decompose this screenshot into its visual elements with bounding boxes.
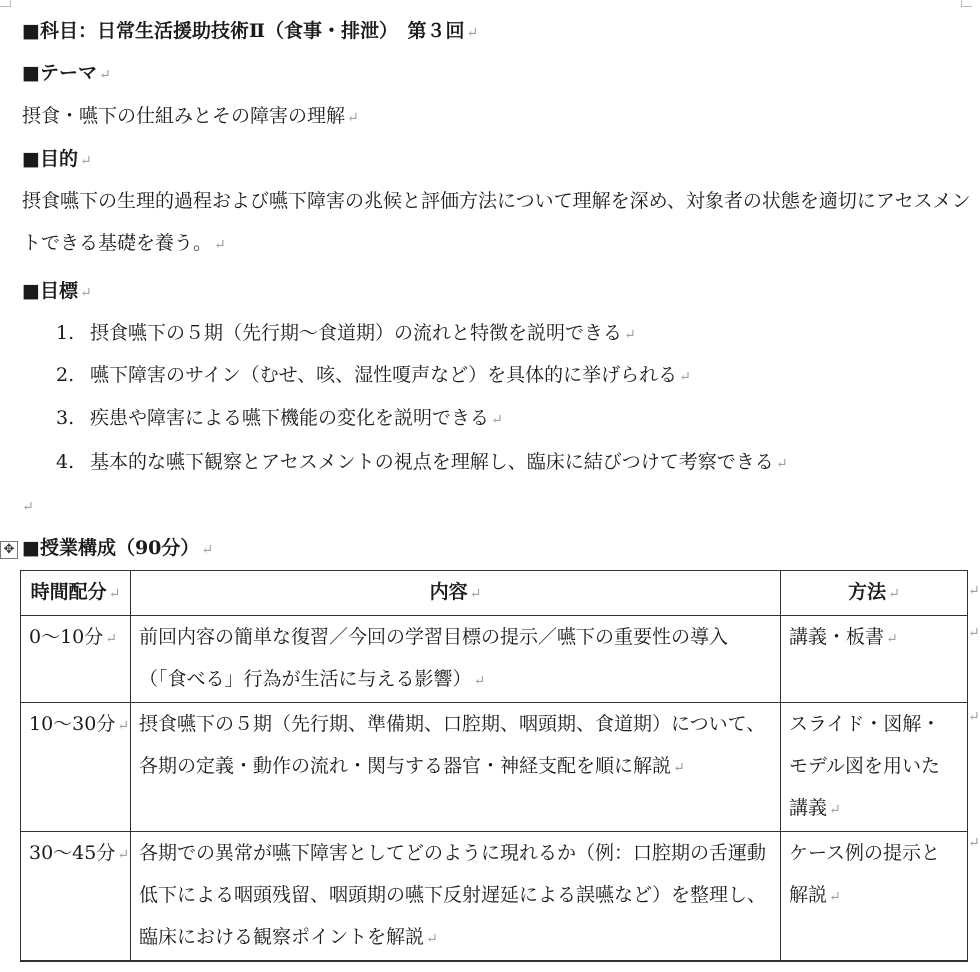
row-end-mark: ↵ <box>968 709 980 725</box>
empty-paragraph[interactable] <box>22 492 34 518</box>
objective-text: 摂食嚥下の５期（先行期～食道期）の流れと特徴を説明できる <box>90 322 623 344</box>
paragraph-mark: ↵ <box>473 673 486 689</box>
paragraph-mark: ↵ <box>886 631 898 647</box>
paragraph-mark: ↵ <box>491 412 503 428</box>
cell-time[interactable]: 30～45分 ↵ <box>21 832 131 961</box>
schedule-table <box>20 570 968 962</box>
paragraph-mark: ↵ <box>117 847 130 863</box>
paragraph-mark: ↵ <box>214 237 226 253</box>
table-header-row <box>21 571 968 616</box>
purpose-text-content: 摂食嚥下の生理的過程および嚥下障害の兆候と評価方法について理解を深め、対象者の状態を適切にアセスメントできる基礎を養う。 <box>22 190 971 254</box>
paragraph-mark: ↵ <box>79 153 92 169</box>
table-move-handle[interactable]: ✥ <box>0 541 18 559</box>
column-header-time[interactable]: 時間配分 ↵ <box>21 571 131 616</box>
objective-number: 2. <box>56 364 75 386</box>
page-corner-mark <box>961 0 972 7</box>
cell-content[interactable]: 摂食嚥下の５期（先行期、準備期、口腔期、咽頭期、食道期）について、各期の定義・動作の流れ・関与する器官・神経支配を順に解説 ↵ <box>131 703 781 832</box>
row-end-mark: ↵ <box>968 625 980 641</box>
structure-heading[interactable] <box>22 535 213 563</box>
column-header-method[interactable]: 方法 ↵ <box>781 571 968 616</box>
purpose-text[interactable] <box>22 180 972 266</box>
paragraph-mark: ↵ <box>201 542 214 558</box>
row-end-mark: ↵ <box>968 835 980 851</box>
theme-heading-text: ■テーマ <box>22 62 97 84</box>
paragraph-mark: ↵ <box>426 931 438 947</box>
theme-heading[interactable] <box>22 60 111 86</box>
objectives-heading[interactable] <box>22 278 92 304</box>
paragraph-mark: ↵ <box>775 456 788 472</box>
paragraph-mark: ↵ <box>624 327 636 343</box>
paragraph-mark: ↵ <box>469 586 482 602</box>
cell-content[interactable] <box>131 961 781 962</box>
table-row <box>21 616 968 703</box>
objective-item[interactable] <box>56 405 503 431</box>
paragraph-mark: ↵ <box>679 369 691 385</box>
column-header-content[interactable]: 内容 ↵ <box>131 571 781 616</box>
cell-method[interactable]: ケース例の提示と解説 ↵ <box>781 832 968 961</box>
course-title[interactable] <box>22 18 478 44</box>
objective-text: 基本的な嚥下観察とアセスメントの視点を理解し、臨床に結びつけて考察できる <box>90 451 774 473</box>
cell-content[interactable]: 各期での異常が嚥下障害としてどのように現れるか（例：口腔期の舌運動低下による咽頭残留、咽頭期の嚥下反射遅延による誤嚥など）を整理し、臨床における観察ポイントを解説 ↵ <box>131 832 781 961</box>
paragraph-mark: ↵ <box>98 67 111 83</box>
paragraph-mark: ↵ <box>466 25 479 41</box>
paragraph-mark: ↵ <box>117 718 130 734</box>
cell-method[interactable]: スライド・図解・モデル図を用いた講義 ↵ <box>781 703 968 832</box>
purpose-heading-text: ■目的 <box>22 148 78 170</box>
row-end-mark: ↵ <box>968 583 980 599</box>
objective-text: 疾患や障害による嚥下機能の変化を説明できる <box>90 407 490 429</box>
objective-number: 4. <box>56 451 75 473</box>
structure-heading-text: ■授業構成（90分） <box>22 537 200 559</box>
cell-time[interactable]: 0～10分 ↵ <box>21 616 131 703</box>
theme-text-content: 摂食・嚥下の仕組みとその障害の理解 <box>22 105 346 127</box>
paragraph-mark: ↵ <box>673 760 685 776</box>
purpose-heading[interactable] <box>22 146 92 172</box>
page-corner-mark <box>0 0 11 7</box>
paragraph-mark: ↵ <box>108 586 121 602</box>
paragraph-mark: ↵ <box>829 802 841 818</box>
paragraph-mark: ↵ <box>79 285 92 301</box>
cell-time[interactable]: 10～30分 ↵ <box>21 703 131 832</box>
paragraph-mark: ↵ <box>105 631 117 647</box>
paragraph-mark: ↵ <box>829 889 841 905</box>
paragraph-mark: ↵ <box>347 110 359 126</box>
objective-item[interactable] <box>56 362 691 388</box>
objectives-heading-text: ■目標 <box>22 280 78 302</box>
table-row <box>21 961 968 962</box>
cell-content[interactable]: 前回内容の簡単な復習／今回の学習目標の提示／嚥下の重要性の導入（「食べる」行為が生活に与える影響） ↵ <box>131 616 781 703</box>
paragraph-mark: ↵ <box>22 499 34 515</box>
cell-method[interactable] <box>781 961 968 962</box>
table-row <box>21 703 968 832</box>
objective-item[interactable] <box>56 449 788 475</box>
objective-number: 1. <box>56 322 75 344</box>
cell-time[interactable] <box>21 961 131 962</box>
cell-method[interactable]: 講義・板書 ↵ <box>781 616 968 703</box>
objective-number: 3. <box>56 407 75 429</box>
paragraph-mark: ↵ <box>888 586 900 602</box>
objective-item[interactable] <box>56 320 636 346</box>
objective-text: 嚥下障害のサイン（むせ、咳、湿性嗄声など）を具体的に挙げられる <box>90 364 678 386</box>
course-title-text: ■科目：日常生活援助技術Ⅱ（食事・排泄） 第３回 <box>22 20 465 42</box>
theme-text[interactable] <box>22 103 359 129</box>
table-row <box>21 832 968 961</box>
